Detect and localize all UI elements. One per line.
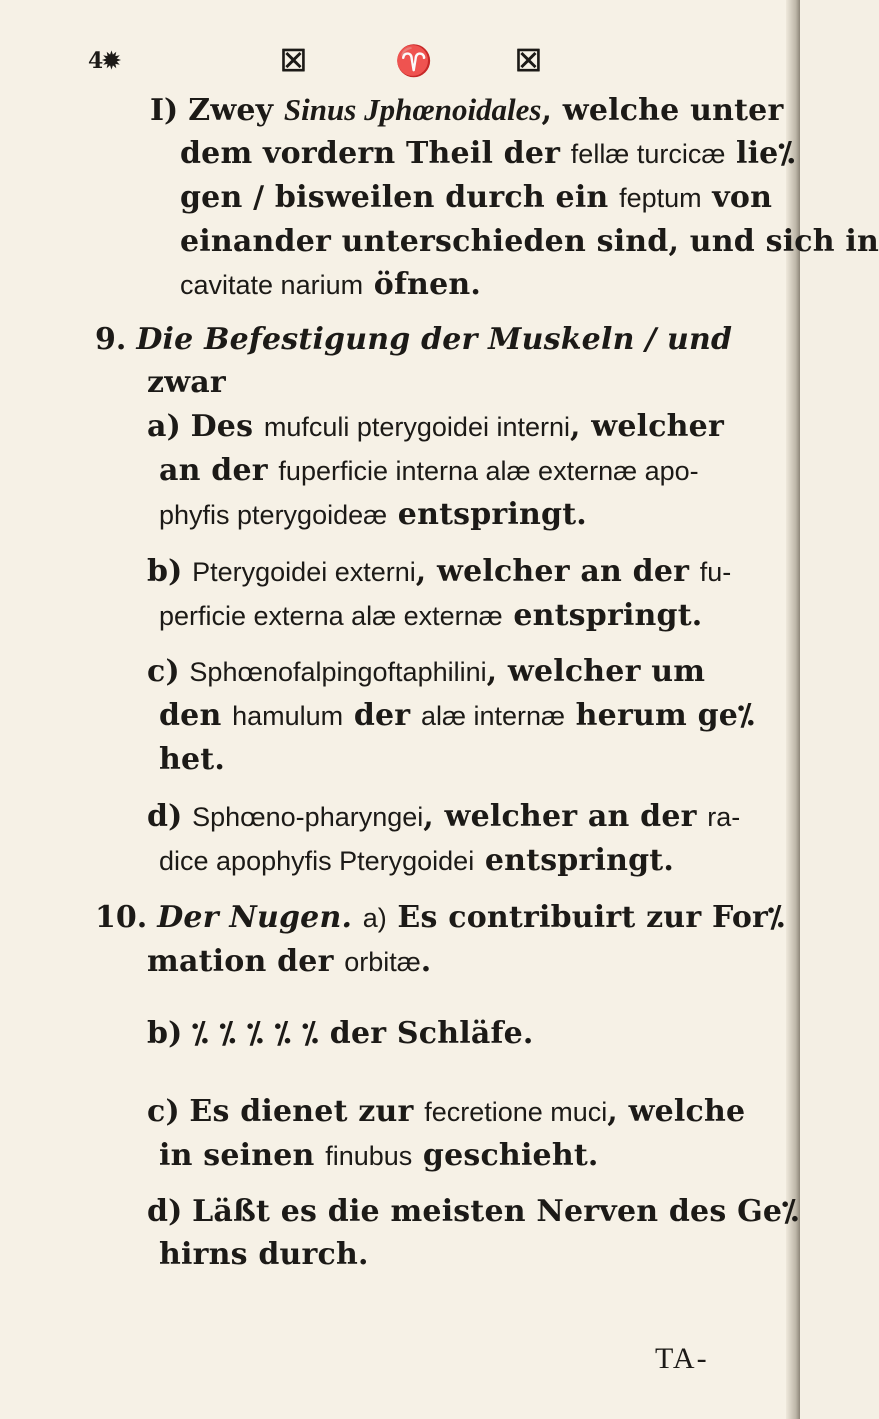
section-9 <box>95 318 732 404</box>
list-item-10b <box>147 1012 534 1055</box>
text-line: mation der orbitæ. <box>147 944 432 979</box>
text-line: an der fuperficie interna alæ externæ apo- <box>159 453 699 488</box>
list-item-c <box>147 650 755 781</box>
item-label: b) <box>147 554 183 589</box>
text-line: dice apophyfis Pterygoidei entspringt. <box>159 843 674 878</box>
text-line: cavitate narium öfnen. <box>180 267 482 302</box>
text-line: I) Zwey Sinus Jphœnoidales, welche unter <box>150 92 784 128</box>
text-line: gen / bisweilen durch ein feptum von <box>180 180 773 215</box>
text-line: het. <box>159 742 226 777</box>
list-item-a <box>147 405 724 537</box>
text-line: 10. Der Nugen. a) Es contribuirt zur For⁒ <box>95 900 785 935</box>
list-item-10c <box>147 1090 745 1178</box>
section-number: 9. <box>95 322 127 357</box>
text-line: b) ⁒ ⁒ ⁒ ⁒ ⁒ der Schläfe. <box>147 1016 534 1051</box>
signature-mark: ♈ <box>395 44 433 79</box>
section-heading: 9. Die Befestigung der Muskeln / und <box>95 322 733 357</box>
list-item-d <box>147 795 740 883</box>
text-line: c) Es dienet zur fecretione muci, welche <box>147 1094 746 1129</box>
text-line: c) Sphœnofalpingoftaphilini, welcher um <box>147 654 706 689</box>
item-label: a) <box>147 409 182 444</box>
item-label: b) <box>147 1016 183 1051</box>
paragraph-item-1 <box>150 88 879 307</box>
catchword: TA- <box>655 1342 709 1375</box>
text-line: dem vordern Theil der fellæ turcicæ lie⁒ <box>180 136 796 171</box>
item-label: d) <box>147 1194 183 1229</box>
item-label: c) <box>147 1094 180 1129</box>
section-heading-continued: zwar <box>147 365 226 400</box>
list-item-10d <box>147 1190 799 1276</box>
signature-mark: ☒ <box>280 44 307 79</box>
text-line: a) Des mufculi pterygoidei interni, welcher <box>147 409 724 444</box>
item-label: d) <box>147 799 183 834</box>
section-10 <box>95 896 785 984</box>
page-header <box>60 40 580 80</box>
text-line: b) Pterygoidei externi, welcher an der fu- <box>147 554 732 589</box>
text-line: einander unterschieden sind, und sich in <box>180 224 879 259</box>
item-label: c) <box>147 654 180 689</box>
signature-mark: ☒ <box>515 44 542 79</box>
text-line: den hamulum der alæ internæ herum ge⁒ <box>159 698 755 733</box>
text-line: d) Sphœno-pharyngei, welcher an der ra- <box>147 799 741 834</box>
text-line: in seinen finubus geschieht. <box>159 1138 599 1173</box>
text-line: hirns durch. <box>159 1237 369 1272</box>
text-line: d) Läßt es die meisten Nerven des Ge⁒ <box>147 1194 800 1229</box>
text-line: perficie externa alæ externæ entspringt. <box>159 598 703 633</box>
item-number: I) <box>150 93 179 128</box>
text-line: phyfis pterygoideæ entspringt. <box>159 497 587 532</box>
section-number: 10. <box>95 900 148 935</box>
list-item-b <box>147 550 731 638</box>
page-number: 4✹ <box>88 48 120 74</box>
